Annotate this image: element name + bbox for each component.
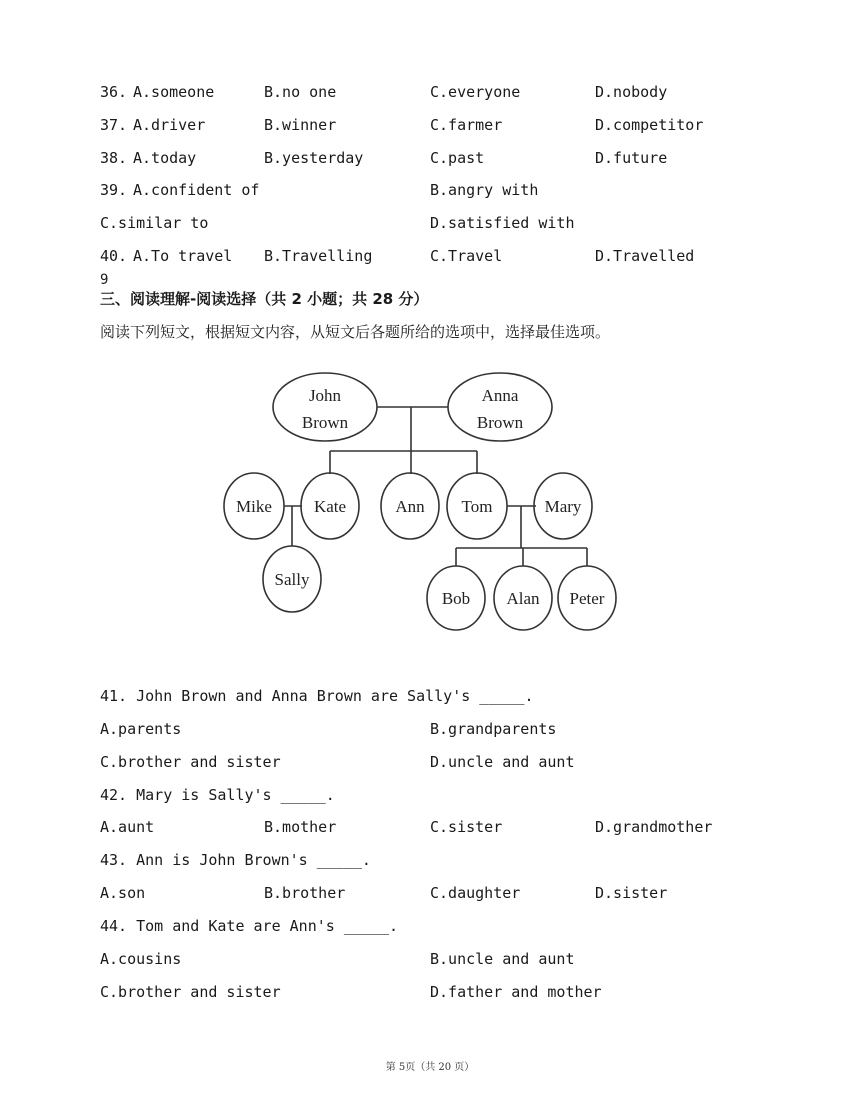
option-c: C.similar to <box>100 214 209 232</box>
option-c: C.Travel <box>430 247 503 265</box>
option-d: D.grandmother <box>595 818 713 836</box>
label-ann: Ann <box>395 497 425 516</box>
question-stem: 44. Tom and Kate are Ann's _____. <box>100 917 399 935</box>
label-alan: Alan <box>506 589 540 608</box>
option-d: D.Travelled <box>595 247 695 265</box>
option-c: C.brother and sister <box>100 983 281 1001</box>
option-d: D.competitor <box>595 116 704 134</box>
option-c: C.past <box>430 149 485 167</box>
question-number: 36. <box>100 83 128 101</box>
stray-character: 9 <box>100 272 109 288</box>
question-number: 37. <box>100 116 128 134</box>
option-b: B.uncle and aunt <box>430 950 575 968</box>
label-anna: Anna <box>481 386 519 405</box>
option-b: B.Travelling <box>264 247 373 265</box>
label-peter: Peter <box>569 589 605 608</box>
option-a: A.confident of <box>133 181 260 199</box>
option-b: B.no one <box>264 83 337 101</box>
option-d: D.sister <box>595 884 668 902</box>
label-sally: Sally <box>274 570 310 589</box>
option-b: B.winner <box>264 116 337 134</box>
label-john: John <box>308 386 342 405</box>
label-mike: Mike <box>236 497 272 516</box>
question-stem: 42. Mary is Sally's _____. <box>100 786 335 804</box>
option-a: A.today <box>133 149 197 167</box>
option-b: B.grandparents <box>430 720 557 738</box>
label-bob: Bob <box>441 589 471 608</box>
label-anna-surname: Brown <box>476 413 524 432</box>
option-c: C.brother and sister <box>100 753 281 771</box>
option-b: B.angry with <box>430 181 539 199</box>
option-c: C.everyone <box>430 83 521 101</box>
section-instructions: 阅读下列短文，根据短文内容，从短文后各题所给的选项中，选择最佳选项。 <box>100 323 611 341</box>
option-a: A.son <box>100 884 146 902</box>
option-d: D.uncle and aunt <box>430 753 575 771</box>
option-b: B.brother <box>264 884 346 902</box>
question-number: 39. <box>100 181 128 199</box>
option-a: A.driver <box>133 116 206 134</box>
question-stem: 43. Ann is John Brown's _____. <box>100 851 371 869</box>
family-tree-diagram <box>200 360 630 640</box>
label-john-surname: Brown <box>301 413 349 432</box>
option-a: A.To travel <box>133 247 233 265</box>
option-d: D.nobody <box>595 83 668 101</box>
option-c: C.sister <box>430 818 503 836</box>
option-a: A.parents <box>100 720 182 738</box>
option-a: A.someone <box>133 83 215 101</box>
option-d: D.father and mother <box>430 983 602 1001</box>
option-c: C.daughter <box>430 884 521 902</box>
label-mary: Mary <box>544 497 582 516</box>
label-kate: Kate <box>313 497 347 516</box>
section-heading: 三、阅读理解-阅读选择（共 2 小题；共 28 分） <box>100 290 429 308</box>
option-a: A.aunt <box>100 818 155 836</box>
label-tom: Tom <box>461 497 493 516</box>
option-b: B.yesterday <box>264 149 364 167</box>
option-d: D.satisfied with <box>430 214 575 232</box>
question-stem: 41. John Brown and Anna Brown are Sally's _____. <box>100 687 534 705</box>
option-b: B.mother <box>264 818 337 836</box>
page-footer: 第 5页（共 20 页） <box>385 1062 475 1073</box>
option-a: A.cousins <box>100 950 182 968</box>
option-c: C.farmer <box>430 116 503 134</box>
option-d: D.future <box>595 149 668 167</box>
question-number: 40. <box>100 247 128 265</box>
question-number: 38. <box>100 149 128 167</box>
